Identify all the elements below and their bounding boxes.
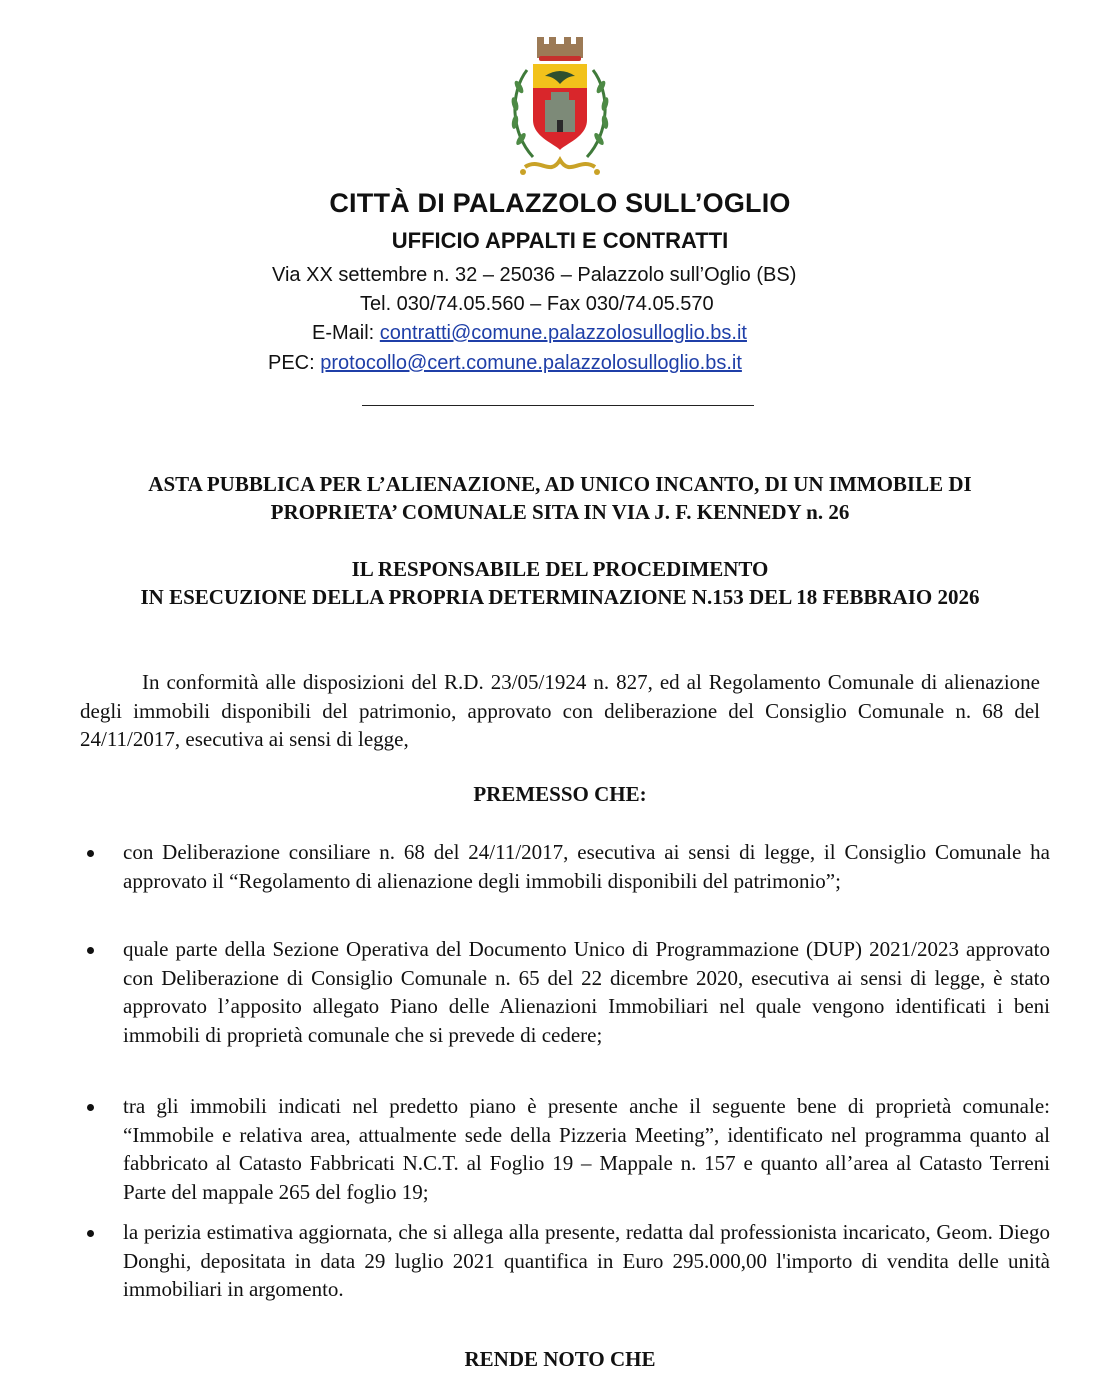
- premesso-list-item-4: [85, 1218, 1050, 1304]
- letterhead-divider: [362, 405, 754, 406]
- coat-of-arms-icon: [505, 32, 615, 182]
- email-label: E-Mail:: [312, 322, 380, 344]
- office-name: UFFICIO APPALTI E CONTRATTI: [391, 228, 729, 253]
- bullet-icon: [87, 1104, 94, 1111]
- list-item-text: con Deliberazione consiliare n. 68 del 24/11/2017, esecutiva ai sensi di legge, il Consiglio Comunale ha approvato il “Regolamento di alienazione degli immobili disponibili del patrimonio”;: [123, 840, 1050, 893]
- responsible-line-2: IN ESECUZIONE DELLA PROPRIA DETERMINAZIONE N.153 DEL 18 FEBBRAIO 2026: [140, 585, 980, 609]
- intro-paragraph: In conformità alle disposizioni del R.D. 23/05/1924 n. 827, ed al Regolamento Comunale di alienazione degli immobili disponibili del patrimonio, approvato con deliberazione del Consiglio Comunale n. 68 del 24/11/2017, esecutiva ai sensi di legge,: [80, 670, 1040, 751]
- responsible-heading: [40, 555, 1080, 611]
- document-title: [40, 470, 1080, 526]
- premesso-list-item-3: [85, 1092, 1050, 1206]
- premesso-list-item-2: [85, 935, 1050, 1049]
- document-title-line-1: ASTA PUBBLICA PER L’ALIENAZIONE, AD UNICO INCANTO, DI UN IMMOBILE DI: [148, 472, 972, 496]
- city-name: CITTÀ DI PALAZZOLO SULL’OGLIO: [329, 188, 791, 218]
- office-phone-fax: Tel. 030/74.05.560 – Fax 030/74.05.570: [360, 293, 714, 315]
- list-item-text: quale parte della Sezione Operativa del Documento Unico di Programmazione (DUP) 2021/2023 approvato con Deliberazione di Consiglio Comunale n. 65 del 22 dicembre 2020, esecutiva ai sensi di legge, è stato approvato l’apposito allegato Piano delle Alienazioni Immobiliari nel quale vengono identificati i beni immobili di proprietà comunale che si prevede di cedere;: [123, 937, 1050, 1047]
- list-item-text: la perizia estimativa aggiornata, che si allega alla presente, redatta dal professionista incaricato, Geom. Diego Donghi, depositata in data 29 luglio 2021 quantifica in Euro 295.000,00 l'importo di vendita delle unità immobiliari in argomento.: [123, 1220, 1050, 1301]
- office-address: Via XX settembre n. 32 – 25036 – Palazzolo sull’Oglio (BS): [272, 264, 797, 286]
- premesso-list-item-1: [85, 838, 1050, 895]
- office-email-line: [312, 322, 747, 345]
- responsible-line-1: IL RESPONSABILE DEL PROCEDIMENTO: [351, 557, 769, 581]
- email-link[interactable]: contratti@comune.palazzolosulloglio.bs.it: [379, 322, 747, 344]
- pec-link[interactable]: protocollo@cert.comune.palazzolosulloglio.bs.it: [320, 352, 742, 374]
- bullet-icon: [87, 1230, 94, 1237]
- list-item-text: tra gli immobili indicati nel predetto piano è presente anche il seguente bene di proprietà comunale: “Immobile e relativa area, attualmente sede della Pizzeria Meeting”, identificato nel programma quanto al fabbricato al Catasto Fabbricati N.C.T. al Foglio 19 – Mappale n. 157 e quanto all’area al Catasto Terreni Parte del mappale 265 del foglio 19;: [123, 1094, 1050, 1204]
- pec-label: PEC:: [268, 352, 321, 374]
- bullet-icon: [87, 947, 94, 954]
- bullet-icon: [87, 850, 94, 857]
- office-pec-line: [268, 352, 742, 375]
- premesso-heading: PREMESSO CHE:: [473, 782, 647, 806]
- rende-noto-heading: RENDE NOTO CHE: [464, 1347, 656, 1371]
- document-title-line-2: PROPRIETA’ COMUNALE SITA IN VIA J. F. KENNEDY n. 26: [270, 500, 850, 524]
